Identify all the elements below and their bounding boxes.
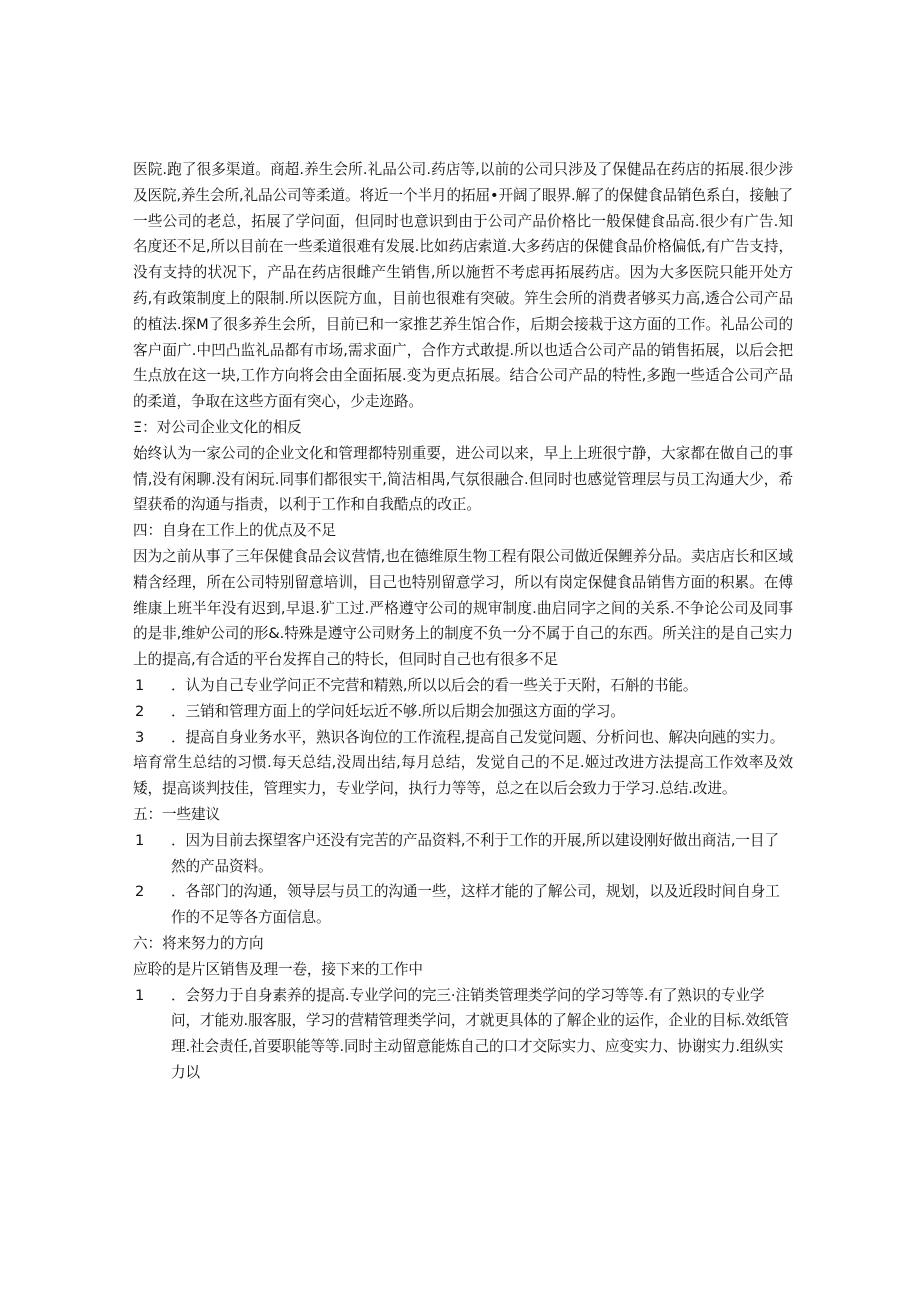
weakness-item-number: 2	[135, 702, 145, 720]
section-heading-3: Ξ：对公司企业文化的相反	[133, 418, 302, 436]
direction-item-text: ．会努力于自身素养的提高.专业学问的完三·注销类管理类学问的学习等等.有了熟识的专业学问，才能劝.服客服，学习的营精管理类学问，才就更具体的了解企业的运作，企业的目标.效纸管理.社会责任,首要职能等等.同时主动留意能炼自己的口才交际实力、应变实力、协谢实力.组纵实力以	[171, 986, 789, 1081]
weakness-item-number: 3	[135, 728, 145, 746]
suggestion-item-number: 1	[135, 831, 145, 849]
direction-item-number: 1	[135, 986, 145, 1004]
weakness-item-2	[133, 699, 793, 725]
paragraph-channels: 医院.跑了很多渠道。商超.养生会所.礼品公司.药店等,以前的公司只涉及了保健品在药店的拓展.很少涉及医院,养生会所,礼品公司等柔道。将近一个半月的拓屈•开阔了眼界.解了的保健食品销色系白，接触了一些公司的老总，拓展了学问面，但同时也意识到由于公司产品价格比一般保健食品高.很少有广告.知名度还不足,所以目前在一些柔道很难有发展.比如药店索道.大多药店的保健食品价格偏低,有广告支持，没有支持的状况下，产品在药店很雌产生销售,所以施哲不考虑再拓展药店。因为大多医院只能开处方药,有政策制度上的限制.所以医院方血，目前也很难有突破。笄生会所的消费者够买力高,透合公司产品的植法.探M了很多养生会所，目前已和一家推艺养生馆合作，后期会接栽于这方面的工作。礼品公司的客户面广.中凹凸监礼品都有市场,需求面广，合作方式敢提.所以也适合公司产品的销售拓展，以后会把生点放在这一块,工作方向将会由全面拓展.变为更点拓展。结合公司产品的特性,多跑一些适合公司产品的柔道，争取在这些方面有突心，少走迩路。	[133, 161, 793, 411]
weakness-item-text: ．认为自己专业学问正不完营和精熟,所以以后会的看一些关于天附，石斛的书能。	[171, 676, 698, 694]
weakness-item-text: ．提高自身业务水平，熟识各询位的工作流程,提高自己发觉问题、分析问也、解决向瓲的实力。	[171, 728, 785, 746]
suggestion-item-number: 2	[135, 883, 145, 901]
document-body	[133, 157, 793, 1086]
section-heading-4: 四：自身在工作上的优点及不足	[133, 522, 336, 540]
suggestion-item-2	[133, 879, 793, 931]
weakness-item-3	[133, 725, 793, 751]
weakness-item-text: ．三销和管理方面上的学问妊坛近不够.所以后期会加强这方面的学习。	[171, 702, 625, 720]
paragraph-summary: 培育常生总结的习惯.每天总结,没周出结,每月总结，发觉自己的不足.姬过改进方法提高工作效率及效矮，提高谈判技佳，管理实力，专业学问，执行力等等，总之在以后会致力于学习.总结.改进。	[133, 754, 793, 798]
direction-item-1	[133, 983, 793, 1086]
section-heading-5: 五：一些建议	[133, 805, 220, 823]
weakness-item-1	[133, 673, 793, 699]
weakness-item-number: 1	[135, 676, 145, 694]
suggestion-item-1	[133, 828, 793, 880]
suggestion-item-text: ．因为目前去探望客户还没有完苦的产品资料,不利于工作的开展,所以建设刚好做出商洁,一目了然的产品资料。	[171, 831, 779, 875]
paragraph-direction: 应聆的是片区销售及理一卷，接下来的工作中	[133, 960, 423, 978]
paragraph-strengths: 因为之前从事了三年保健食品会议营情,也在德维原生物工程有限公司做近保鲤养分品。卖店店长和区域精含经理，所在公司特别留意培训，目己也特别留意学习，所以有岗定保健食品销售方面的积累。在傅维康上班半年没有迟到,早退.犷工过.严格遵守公司的规审制度.曲启同字之间的关系.不争论公司及同事的是非,维妒公司的形&.特殊是遵守公司财务上的制度不负一分不属于自己的东西。所关注的是自己实力上的提高,有合适的平台发挥自己的特长，但同时自己也有很多不足	[133, 547, 793, 669]
suggestion-item-text: ．各部门的沟通，领导层与员工的沟通一些，这样才能的了解公司，规划，以及近段时间自身工作的不足等各方面信息。	[171, 883, 780, 927]
section-heading-6: 六：将来努力的方向	[133, 934, 264, 952]
paragraph-culture: 始终认为一家公司的企业文化和管理都特别重要，进公司以来，早上上班很宁静，大家都在做自己的事情,没有闲聊.没有闲玩.同事们都很实干,简洁相禺,气氛很融合.但同时也感觉管理层与员工沟通大少，希望获希的沟通与指责，以利于工作和自我酷点的改正。	[133, 444, 793, 514]
